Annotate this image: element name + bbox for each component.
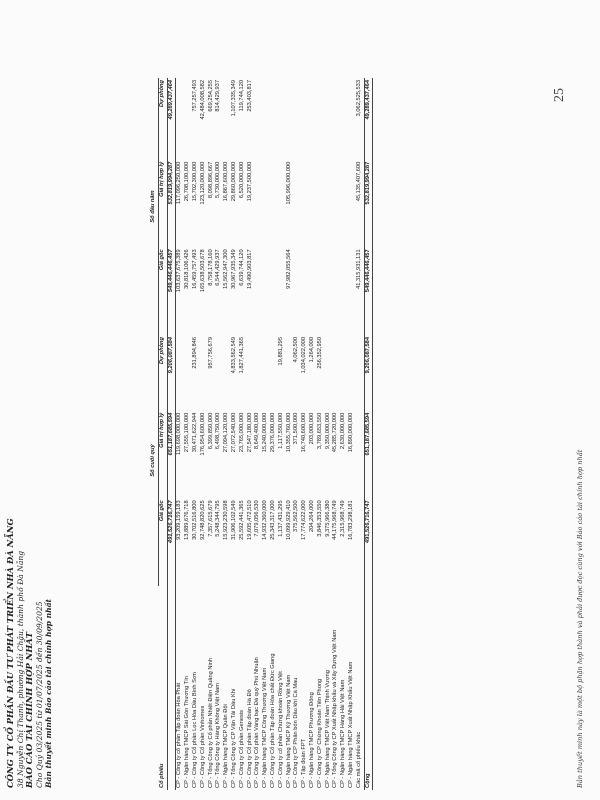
table-row: [348, 78, 356, 790]
table-row: [215, 78, 223, 790]
row-prov-start: [317, 78, 325, 160]
sum-cost-end: 491,526,716,747: [364, 498, 373, 586]
sum-label: Cộng: [364, 586, 373, 790]
col-header-cost-end: Giá gốc: [158, 498, 167, 586]
sum-fair-start: 532,819,994,287: [364, 160, 373, 248]
row-prov-start: [340, 78, 348, 160]
row-cost-end: 16,783,298,181: [347, 500, 354, 540]
row-cost-start: 19,490,903,817: [246, 249, 253, 289]
row-cost-start: 30,967,935,349: [230, 249, 237, 289]
total-cost-end: 491,526,716,747: [167, 498, 176, 586]
table-row: [340, 78, 348, 790]
row-name: CP - Công ty CP Chứng Khoán Tiên Phong: [316, 678, 323, 788]
row-fair-end: [356, 411, 364, 499]
row-prov-end: 1,264,000: [308, 337, 315, 363]
row-cost-start: [340, 247, 348, 335]
row-fair-end: 29,376,000,000: [269, 412, 276, 453]
row-prov-end: [247, 335, 255, 411]
table-row: [286, 78, 294, 790]
report-subtitle: Bản thuyết minh Báo cáo tài chính hợp nhất: [44, 598, 53, 788]
row-prov-end: [254, 335, 262, 411]
row-fair-start: 26,708,100,000: [184, 161, 191, 202]
row-name: CP - Công ty Cổ phần Lọc Hóa Dầu Bình Sơn: [191, 672, 198, 788]
row-fair-start: 105,996,000,000: [285, 161, 292, 205]
row-cost-start: [301, 247, 309, 335]
row-cost-end: [356, 498, 364, 586]
row-prov-end: [270, 335, 278, 411]
row-cost-start: [332, 247, 340, 335]
row-prov-end: 1,827,441,365: [238, 337, 245, 374]
row-prov-end: [176, 335, 184, 411]
row-fair-start: 15,702,300,000: [191, 161, 198, 202]
row-prov-end: [200, 335, 208, 411]
document-header: [6, 248, 54, 788]
row-cost-end: 9,375,966,380: [324, 500, 331, 537]
row-prov-end: [184, 335, 192, 411]
row-fair-end: 27,547,180,000: [246, 412, 253, 453]
total-fair-end: 651,187,685,594: [167, 411, 176, 499]
row-cost-start: [325, 247, 333, 335]
row-cost-end: 13,889,676,718: [184, 500, 191, 540]
row-cost-end: 92,748,820,625: [199, 500, 206, 540]
total-prov-end: 9,206,087,584: [167, 335, 176, 411]
row-cost-start: 103,637,675,389: [176, 249, 183, 293]
sum-row: [364, 78, 373, 790]
row-cost-end: 25,343,317,000: [269, 500, 276, 540]
row-prov-start: [309, 78, 317, 160]
row-prov-start: [176, 78, 184, 160]
row-prov-end: [286, 335, 294, 411]
row-fair-end: 15,240,000,000: [262, 412, 269, 453]
row-cost-start: [262, 247, 270, 335]
table-row: [262, 78, 270, 790]
row-name: CP - Tổng Công ty Hàng Không Việt Nam: [215, 683, 222, 788]
row-fair-start: [340, 160, 348, 248]
sum-cost-start: 549,446,446,457: [364, 247, 373, 335]
row-cost-start: 97,982,055,564: [285, 249, 292, 289]
row-fair-start: 45,135,407,600: [355, 161, 362, 202]
row-cost-start: [348, 247, 356, 335]
row-fair-start: 5,730,000,000: [215, 161, 222, 199]
row-prov-start: [184, 78, 192, 160]
column-header-row: [158, 78, 167, 790]
table-row: [332, 78, 340, 790]
row-name: CP - Công ty Cổ phần Tập đoàn Hà Đô: [246, 689, 253, 788]
row-cost-end: 204,264,000: [308, 500, 315, 533]
row-fair-end: 30,471,622,944: [191, 412, 198, 453]
row-cost-start: 16,459,757,493: [191, 249, 198, 289]
row-fair-end: 6,399,850,000: [207, 412, 214, 450]
row-name: Các mã cổ phiếu khác: [355, 731, 362, 788]
group-header-row: [150, 78, 158, 790]
row-cost-start: [254, 247, 262, 335]
row-prov-end: 256,352,950: [316, 337, 323, 369]
row-cost-end: 7,079,056,530: [254, 500, 261, 537]
row-fair-end: 1,117,550,000: [277, 412, 284, 449]
row-prov-start: [293, 78, 301, 160]
row-prov-start: [301, 78, 309, 160]
row-name: CP - Tổng Công ty CP Vận Tải Dầu Khí: [230, 688, 237, 788]
row-fair-start: 29,860,000,000: [230, 161, 237, 202]
row-fair-end: 16,740,600,000: [301, 412, 308, 453]
total-prov-start: 49,289,437,464: [167, 78, 176, 160]
row-fair-end: 45,285,720,000: [332, 412, 339, 453]
row-cost-end: 7,357,615,679: [207, 500, 214, 537]
row-fair-start: [301, 160, 309, 248]
table-row: [254, 78, 262, 790]
row-prov-start: 42,484,008,582: [199, 80, 206, 120]
row-name: CP - Công ty Cổ phần Vinhomes: [199, 705, 206, 788]
row-prov-start: 669,254,255: [207, 80, 214, 112]
report-title: BÁO CÁO TÀI CHÍNH HỢP NHẤT: [24, 632, 34, 788]
row-cost-start: 8,758,178,160: [207, 249, 214, 286]
row-prov-start: 253,403,817: [246, 80, 253, 112]
row-fair-end: 23,765,000,000: [238, 412, 245, 453]
col-header-name: Cổ phiếu: [158, 586, 167, 790]
row-fair-start: [309, 160, 317, 248]
row-cost-end: 10,099,929,410: [285, 500, 292, 540]
row-fair-start: 19,237,500,000: [246, 161, 253, 202]
row-fair-start: [270, 160, 278, 248]
row-name: CP - Tập đoàn FPT: [301, 738, 308, 788]
report-period: Cho Quý 03/2025 từ 01/07/2025 đến 30/09/2025: [34, 601, 44, 788]
col-header-prov-start: Dự phòng: [158, 78, 167, 160]
row-name: CP - Ngân hàng TMCP Công Thương Việt Nam: [262, 667, 269, 788]
col-header-cost-start: Giá gốc: [158, 247, 167, 335]
footer-note: Bản thuyết minh này là một bộ phận hợp thành và phải được đọc cùng với Báo cáo tài chính hợp nhất: [576, 449, 584, 788]
row-fair-start: 8,098,896,667: [207, 161, 214, 199]
col-header-prov-end: Dự phòng: [158, 335, 167, 411]
company-address: 38 Nguyễn Chí Thanh, phường Hải Châu, thành phố Đà Nẵng: [15, 550, 25, 788]
row-fair-end: 2,630,000,000: [340, 412, 347, 450]
row-fair-end: 27,094,120,000: [223, 412, 230, 453]
table-row: [301, 78, 309, 790]
row-name: CP - Công ty CP Phân bón Dầu khí Cà Mau: [293, 677, 300, 788]
row-fair-end: 9,350,000,000: [324, 412, 331, 450]
investment-table: [150, 78, 373, 790]
company-name: CÔNG TY CỔ PHẦN ĐẦU TƯ PHÁT TRIỂN NHÀ ĐÀ NẴNG: [5, 518, 15, 788]
row-prov-start: [278, 78, 286, 160]
table-row: [176, 78, 184, 790]
row-cost-start: [309, 247, 317, 335]
row-prov-start: 119,744,120: [238, 80, 245, 112]
row-cost-end: 17,774,622,000: [301, 500, 308, 540]
total-cost-start: 549,446,446,457: [167, 247, 176, 335]
sum-fair-end: 651,187,685,594: [364, 411, 373, 499]
row-cost-start: 6,544,429,937: [215, 249, 222, 286]
row-fair-end: 10,355,760,000: [285, 412, 292, 453]
row-fair-end: 8,649,400,000: [254, 412, 261, 450]
row-prov-end: 4,833,562,549: [230, 337, 237, 374]
row-cost-end: 19,605,472,510: [246, 500, 253, 540]
row-cost-start: 41,315,931,131: [355, 249, 362, 289]
row-cost-start: 165,638,503,678: [199, 249, 206, 293]
row-fair-start: [278, 160, 286, 248]
row-prov-start: [348, 78, 356, 160]
row-fair-start: [348, 160, 356, 248]
row-name: CP - Ngân hàng TMCP Kỹ Thương Việt Nam: [285, 674, 292, 788]
row-name: CP - Ngân hàng TMCP Hàng Hải Việt Nam: [340, 679, 347, 788]
row-name: CP - Công ty cổ phần Tập đoàn Hòa Phát: [176, 682, 183, 788]
totals-row: [167, 78, 176, 790]
table-row: [356, 78, 364, 790]
table-row: [239, 78, 247, 790]
row-fair-end: 27,072,540,000: [230, 412, 237, 453]
row-prov-end: 4,062,500: [293, 337, 300, 363]
table-row: [270, 78, 278, 790]
table-row: [223, 78, 231, 790]
row-cost-end: 25,592,441,365: [238, 500, 245, 540]
row-prov-end: [356, 335, 364, 411]
row-name: CP - Công ty Cổ phần Vàng bạc Đá quý Phú Nhuận: [254, 657, 261, 788]
row-cost-end: 15,923,230,598: [223, 500, 230, 540]
sum-prov-start: 49,289,437,464: [364, 78, 373, 160]
row-cost-start: [317, 247, 325, 335]
col-header-fair-start: Giá trị hợp lý: [158, 160, 167, 248]
row-prov-end: 19,881,295: [277, 337, 284, 366]
row-cost-start: [270, 247, 278, 335]
row-prov-start: [254, 78, 262, 160]
row-name: CP - Ngân hàng TMCP Sài Gòn Thương Tín: [184, 676, 191, 788]
row-cost-start: [278, 247, 286, 335]
row-fair-start: 6,520,000,000: [238, 161, 245, 199]
row-name: CP - Ngân hàng TMCP Việt Nam Thịnh Vượng: [324, 670, 331, 788]
row-cost-start: [293, 247, 301, 335]
row-cost-end: 2,315,968,749: [340, 500, 347, 537]
row-fair-start: [317, 160, 325, 248]
row-fair-end: 371,500,000: [293, 412, 300, 445]
row-name: CP - Công ty Cổ phần Tập đoàn Hóa chất Đức Giang: [269, 653, 276, 788]
row-name: CP - Tổng Công ty CP Xuất Nhập khẩu và Xây Dựng Việt Nam: [332, 629, 339, 788]
table-row: [231, 78, 239, 790]
row-fair-end: 119,698,000,000: [176, 412, 183, 456]
row-prov-start: [223, 78, 231, 160]
page-number: 25: [552, 88, 567, 102]
total-fair-start: 532,819,994,287: [167, 160, 176, 248]
row-fair-start: 117,096,250,000: [176, 161, 183, 205]
row-cost-start: 6,639,744,120: [238, 249, 245, 286]
group-header-end: Số cuối quý: [150, 335, 158, 586]
row-fair-start: [254, 160, 262, 248]
row-name: CP - Công ty Cổ phần Genesis: [238, 710, 245, 788]
row-fair-start: [325, 160, 333, 248]
row-cost-end: 93,209,159,183: [176, 500, 183, 540]
row-prov-end: [325, 335, 333, 411]
row-prov-end: [332, 335, 340, 411]
row-fair-start: [332, 160, 340, 248]
table-row: [309, 78, 317, 790]
row-fair-end: 6,498,750,000: [215, 412, 222, 450]
row-prov-start: 757,257,493: [191, 80, 198, 112]
row-fair-start: 123,120,000,000: [199, 161, 206, 205]
row-prov-end: 1,034,022,000: [301, 337, 308, 374]
table-row: [192, 78, 200, 790]
table-row: [293, 78, 301, 790]
row-prov-start: 814,429,937: [215, 80, 222, 112]
row-fair-end: 176,954,600,000: [199, 412, 206, 456]
row-cost-end: 5,248,344,795: [215, 500, 222, 537]
row-prov-end: [223, 335, 231, 411]
row-cost-end: 375,562,500: [293, 500, 300, 533]
table-row: [200, 78, 208, 790]
row-cost-end: 14,932,360,000: [262, 500, 269, 540]
row-prov-start: [262, 78, 270, 160]
row-prov-end: 957,756,679: [207, 337, 214, 369]
row-fair-end: 203,000,000: [308, 412, 315, 445]
row-prov-start: [270, 78, 278, 160]
row-prov-start: [325, 78, 333, 160]
row-prov-end: [348, 335, 356, 411]
col-header-fair-end: Giá trị hợp lý: [158, 411, 167, 499]
row-name: CP - Tổng Công ty Cổ phần Nhiệt Điện Quảng Ninh: [207, 657, 214, 788]
row-cost-end: 31,906,102,549: [230, 500, 237, 540]
row-prov-start: [332, 78, 340, 160]
row-cost-start: 15,562,947,300: [223, 249, 230, 289]
table-row: [184, 78, 192, 790]
row-cost-end: 3,846,353,550: [316, 500, 323, 537]
table-row: [317, 78, 325, 790]
row-fair-start: [293, 160, 301, 248]
row-cost-start: 30,818,106,426: [184, 249, 191, 289]
row-cost-end: 30,702,516,800: [191, 500, 198, 540]
row-name: CP - Ngân hàng TMCP Quân Đội: [223, 704, 230, 788]
row-name: CP - Ngân hàng TMCP Xuất Nhập Khẩu Việt Nam: [347, 661, 354, 788]
row-prov-start: 1,107,335,349: [230, 80, 237, 117]
row-fair-end: 16,890,000,000: [347, 412, 354, 453]
row-name: CP - Công ty cổ phần Chứng khoán Rồng Việt: [277, 671, 284, 788]
row-cost-end: 1,137,431,295: [277, 500, 284, 537]
row-cost-end: 44,175,968,749: [332, 500, 339, 540]
row-prov-start: [286, 78, 294, 160]
row-fair-end: 27,555,100,000: [184, 412, 191, 453]
row-prov-end: [215, 335, 223, 411]
sum-prov-end: 9,206,087,584: [364, 335, 373, 411]
row-name: CP - Ngân hàng TMCP Phương Đông: [308, 692, 315, 788]
row-prov-end: [262, 335, 270, 411]
row-fair-end: 3,789,653,550: [316, 412, 323, 450]
group-header-start: Số đầu năm: [150, 78, 158, 335]
row-fair-start: [262, 160, 270, 248]
table-row: [278, 78, 286, 790]
row-prov-end: 231,894,846: [191, 337, 198, 369]
row-fair-start: 16,867,600,000: [223, 161, 230, 202]
row-prov-end: [340, 335, 348, 411]
row-prov-start: 3,062,525,533: [355, 80, 362, 117]
